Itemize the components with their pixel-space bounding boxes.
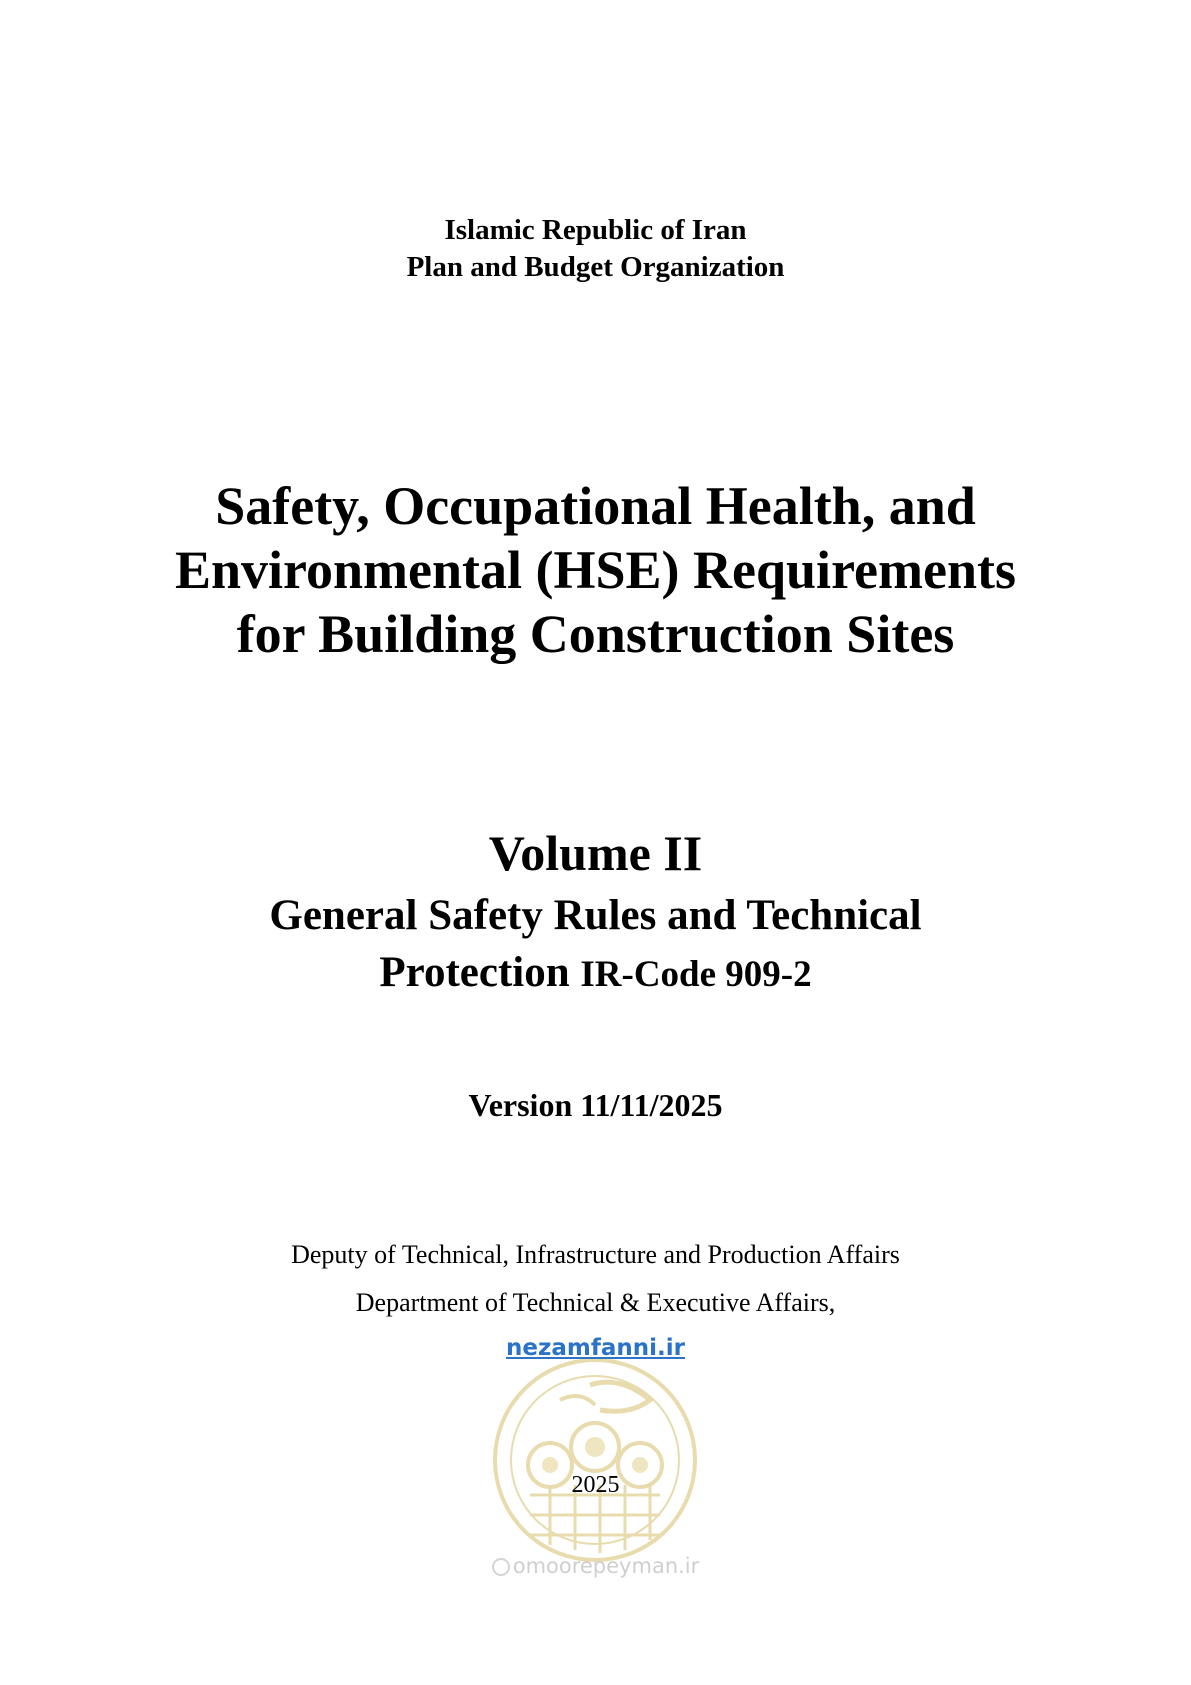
volume-subtitle <box>0 887 1191 1003</box>
version-label: Version 11/11/2025 <box>468 1087 723 1123</box>
publication-year: 2025 <box>571 1472 620 1498</box>
country-name: Islamic Republic of Iran <box>444 214 747 246</box>
title-line-3: for Building Construction Sites <box>236 604 955 664</box>
organization-name: Plan and Budget Organization <box>406 251 785 283</box>
website-link[interactable]: nezamfanni.ir <box>506 1335 685 1361</box>
subtitle-line-1: General Safety Rules and Technical <box>269 892 922 939</box>
document-title <box>0 474 1191 666</box>
watermark <box>0 1552 1191 1580</box>
volume-label: Volume II <box>488 825 703 881</box>
subtitle-line-2 <box>0 944 1191 1003</box>
watermark-text: omoorepeyman.ir <box>512 1554 700 1578</box>
department-name: Department of Technical & Executive Affairs, <box>355 1288 836 1317</box>
publisher-block <box>0 1231 1191 1327</box>
issuing-authority <box>0 212 1191 286</box>
deputy-name: Deputy of Technical, Infrastructure and Production Affairs <box>291 1240 900 1269</box>
subtitle-line-2-main: Protection <box>379 949 581 996</box>
seal-logo-icon <box>490 1355 700 1565</box>
at-icon <box>492 1558 510 1576</box>
title-line-2: Environmental (HSE) Requirements <box>174 540 1017 600</box>
title-line-1: Safety, Occupational Health, and <box>215 476 976 536</box>
ir-code: IR-Code 909-2 <box>580 954 812 995</box>
